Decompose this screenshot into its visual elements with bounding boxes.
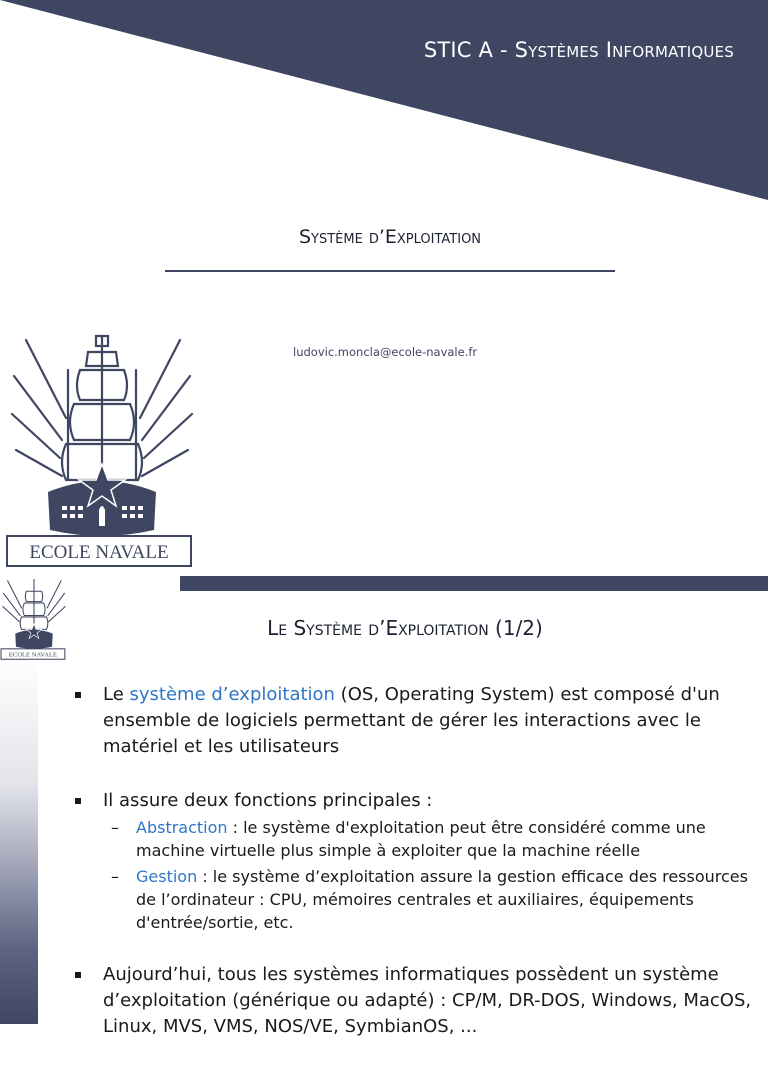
bullet-prefix: Le	[103, 684, 130, 705]
sub-highlight: Abstraction	[136, 818, 228, 837]
sub-list	[103, 816, 755, 934]
ecole-navale-logo	[4, 330, 200, 570]
bullet-text: (OS, Operating System) est composé d'un ensemble de logiciels permettant de gérer les interactions avec le matériel et les utilisateurs	[103, 684, 720, 757]
bullet-item	[75, 682, 755, 760]
bullet-item	[75, 962, 755, 1040]
ecole-navale-logo-small	[0, 576, 68, 662]
bullet-square-icon	[75, 798, 81, 804]
svg-text:ECOLE NAVALE: ECOLE NAVALE	[29, 542, 169, 563]
slide-top-bar	[180, 576, 768, 591]
dash-icon: –	[111, 818, 119, 837]
sub-item	[103, 816, 755, 862]
svg-text:ECOLE NAVALE: ECOLE NAVALE	[8, 651, 58, 659]
side-gradient-bar	[0, 656, 38, 1024]
header-banner	[0, 0, 768, 200]
bullet-item	[75, 788, 755, 934]
bullet-highlight: système d’exploitation	[129, 684, 335, 705]
slide-title: Système d’Exploitation	[298, 226, 482, 248]
course-title	[424, 38, 734, 62]
bullet-text: Il assure deux fonctions principales :	[103, 790, 433, 811]
sub-text: : le système d’exploitation assure la gestion efficace des ressources de l’ordinateur : CPU, mémoires centrales et auxiliaires, équipements d'entrée/sortie, etc.	[136, 867, 748, 932]
sub-highlight: Gestion	[136, 867, 198, 886]
dash-icon: –	[111, 867, 119, 886]
course-title-main: Systèmes Informatiques	[514, 38, 734, 62]
content-slide	[0, 576, 768, 1037]
title-underline	[165, 270, 615, 272]
course-title-prefix: STIC A -	[423, 38, 515, 62]
bullet-text: Aujourd’hui, tous les systèmes informatiques possèdent un système d’exploitation (générique ou adapté) : CP/M, DR-DOS, Windows, MacOS, Linux, MVS, VMS, NOS/VE, SymbianOS, ...	[103, 964, 752, 1037]
sub-item	[103, 865, 755, 934]
bullet-list	[75, 682, 755, 1068]
bullet-square-icon	[75, 972, 81, 978]
author-email: ludovic.moncla@ecole-navale.fr	[293, 345, 478, 359]
bullet-square-icon	[75, 692, 81, 698]
slide-title: Le Système d’Exploitation (1/2)	[267, 616, 543, 640]
sub-text: : le système d'exploitation peut être considéré comme une machine virtuelle plus simple à exploiter que la machine réelle	[136, 818, 706, 860]
